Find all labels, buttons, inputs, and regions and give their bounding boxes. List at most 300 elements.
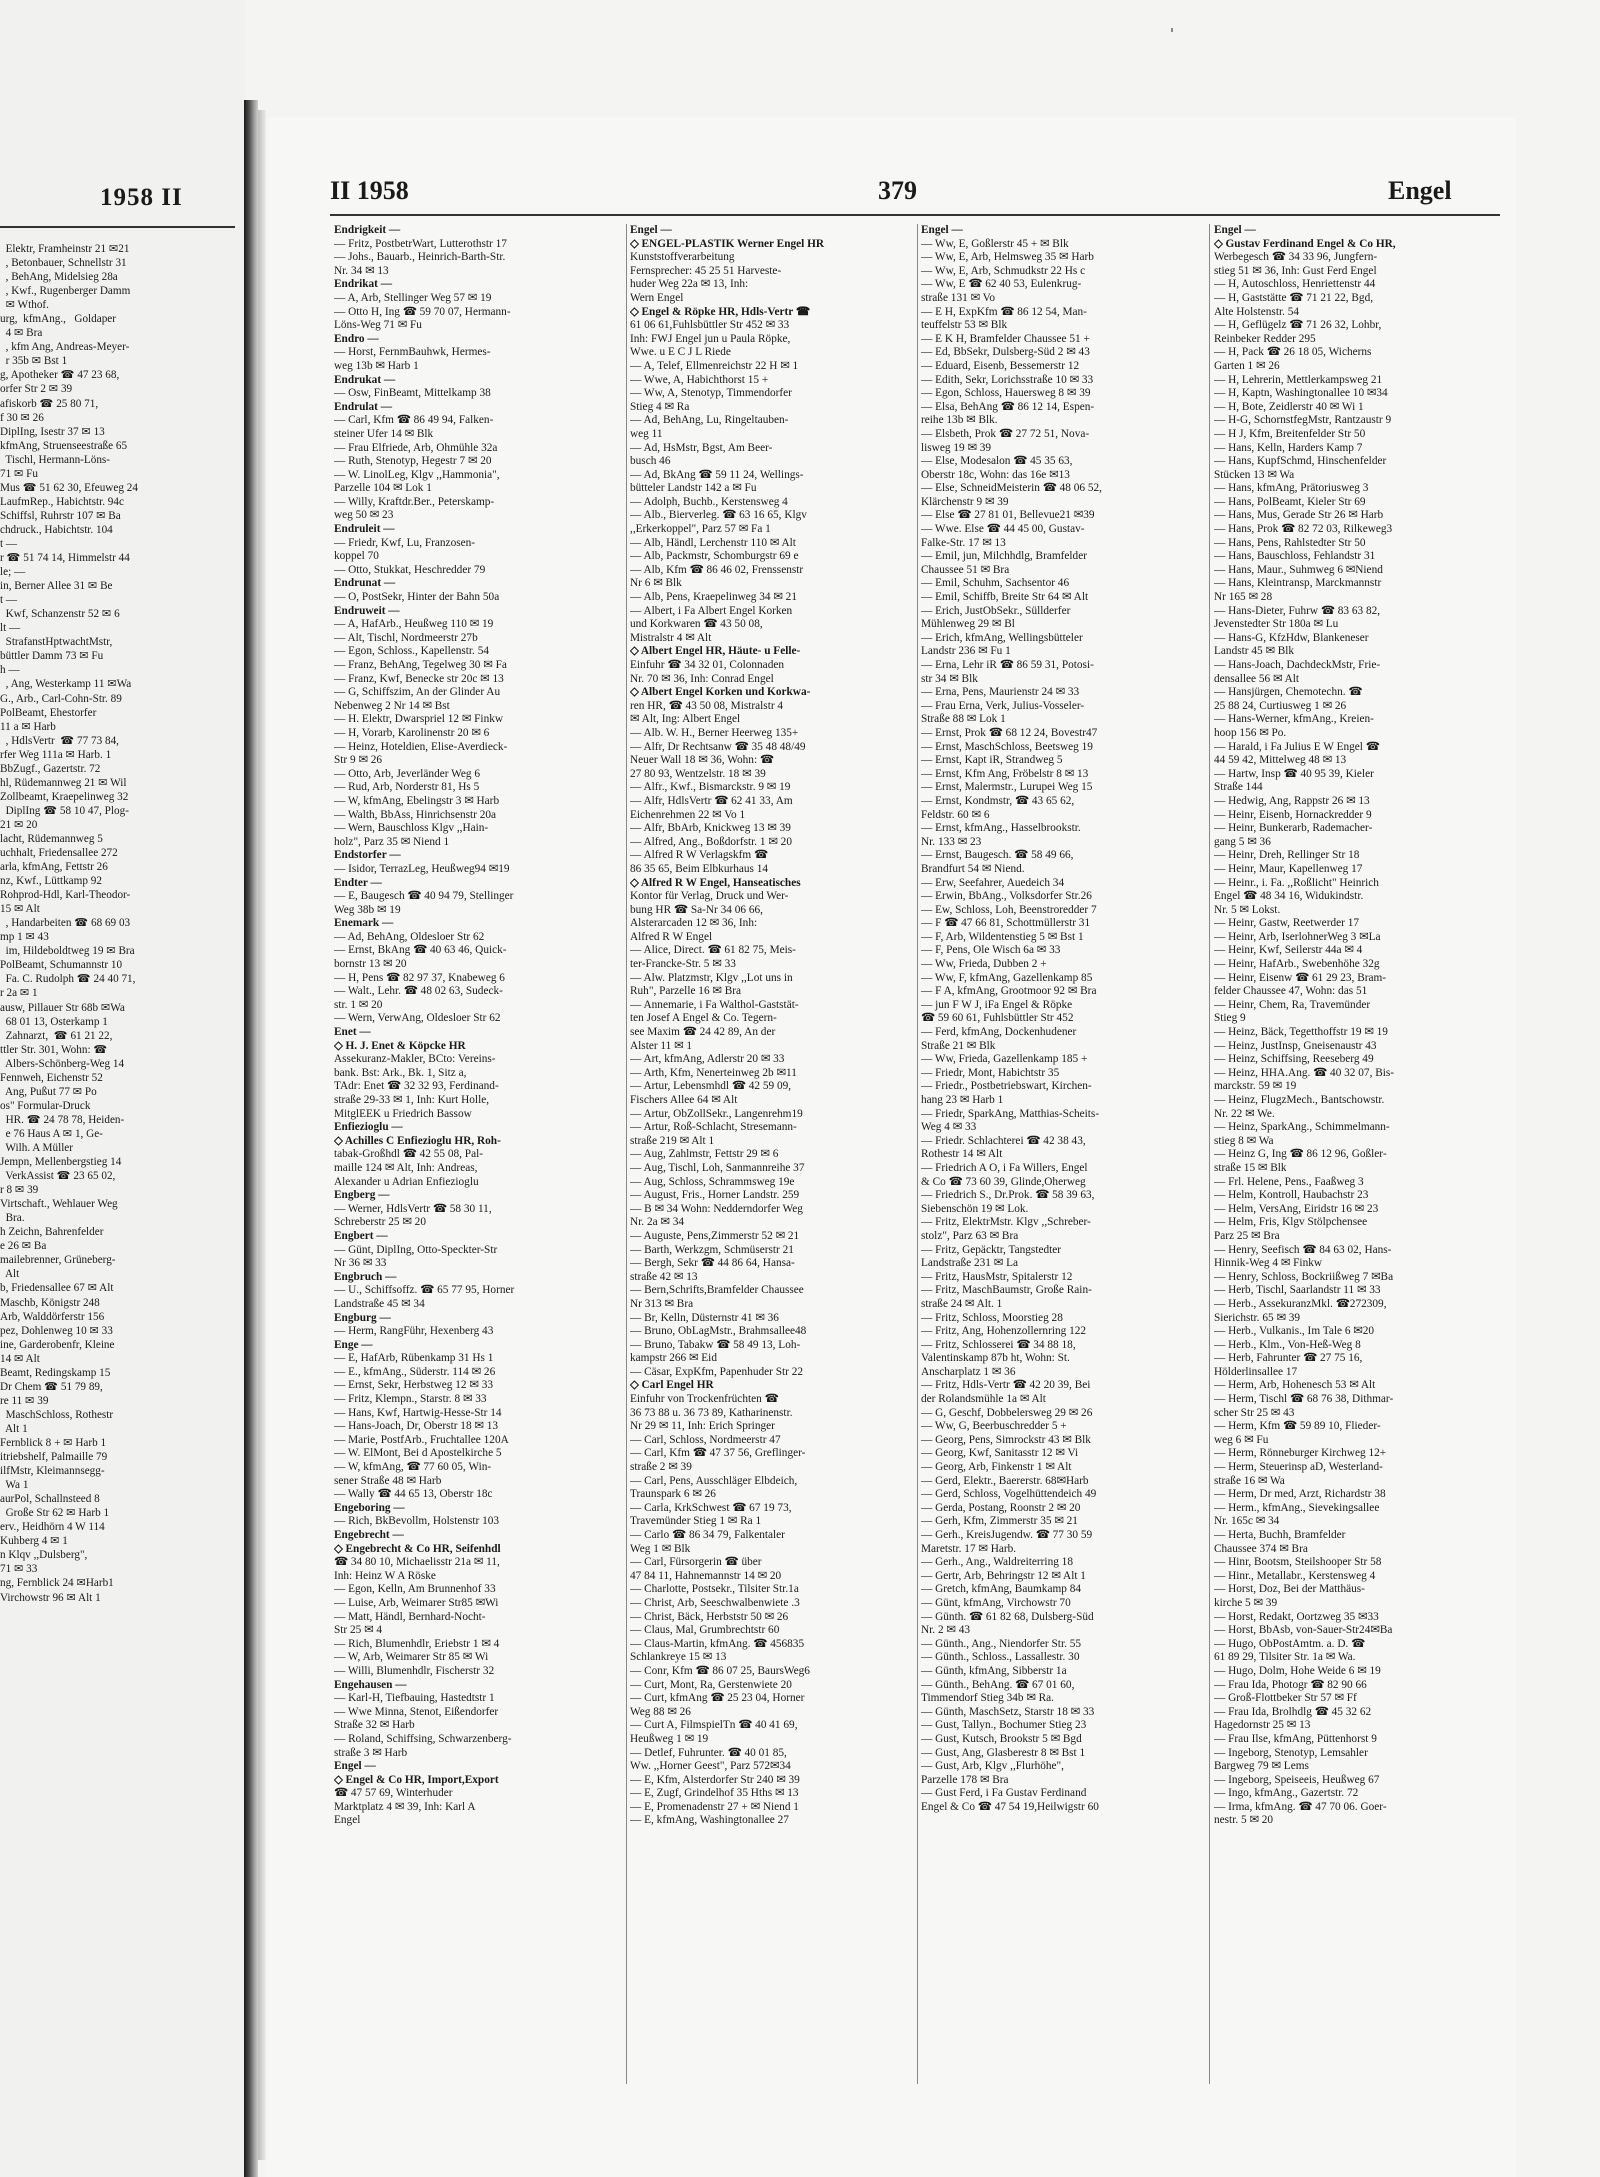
directory-entry: Werbegesch ☎ 34 33 96, Jungfern- xyxy=(1214,251,1378,264)
directory-entry: Stücken 13 ✉ Wa xyxy=(1214,468,1295,481)
directory-entry: — Heinr, Dreh, Rellinger Str 18 xyxy=(1214,849,1360,862)
directory-entry: — Friedr. Schlachterei ☎ 42 38 43, xyxy=(921,1134,1086,1147)
column-separator xyxy=(1209,224,1210,2084)
left-entry-line: Beamt, Redingskamp 15 xyxy=(0,1366,111,1379)
directory-entry: — H. Elektr, Dwarspriel 12 ✉ Finkw xyxy=(334,713,504,726)
directory-entry: Kunststoffverarbeitung xyxy=(630,251,735,264)
directory-entry: — Rich, BkBevollm, Holstenstr 103 xyxy=(334,1515,500,1528)
directory-entry: — Emil, Schuhm, Sachsentor 46 xyxy=(921,577,1070,590)
left-entry-line: h Zeichn, Bahrenfelder xyxy=(0,1226,104,1239)
left-entry-line: Jempn, Mellenbergstieg 14 xyxy=(0,1156,122,1169)
directory-entry: Schlankreye 15 ✉ 13 xyxy=(630,1651,727,1664)
directory-entry: Nr. 2 ✉ 43 xyxy=(921,1624,971,1637)
directory-entry: — Ed, BbSekr, Dulsberg-Süd 2 ✉ 43 xyxy=(921,346,1090,359)
directory-entry: ◇ Albert Engel HR, Häute- u Felle- xyxy=(630,645,801,658)
directory-entry: — Hugo, ObPostAmtm. a. D. ☎ xyxy=(1214,1637,1366,1650)
directory-entry: — Alfr, Dr Rechtsanw ☎ 35 48 48/49 xyxy=(630,740,806,753)
directory-entry: — Herb., AssekuranzMkl. ☎272309, xyxy=(1214,1297,1387,1310)
directory-entry: — E, Promenadenstr 27 + ✉ Niend 1 xyxy=(630,1800,799,1813)
left-entry-line: g, Apotheker ☎ 47 23 68, xyxy=(0,369,120,382)
directory-entry: Nr. 2a ✉ 34 xyxy=(630,1216,685,1229)
directory-entry: Weg 38b ✉ 19 xyxy=(334,903,401,916)
directory-entry: — Georg, Kwf, Sanitasstr 12 ✉ Vi xyxy=(921,1447,1079,1460)
left-entry-line: chdruck., Habichtstr. 104 xyxy=(0,523,113,536)
directory-entry: Travemünder Stieg 1 ✉ Ra 1 xyxy=(630,1515,762,1528)
directory-entry: — Franz, BehAng, Tegelweg 30 ✉ Fa xyxy=(334,659,507,671)
directory-entry: — E, Kfm, Alsterdorfer Str 240 ✉ 39 xyxy=(630,1773,800,1786)
directory-entry: Weg 4 ✉ 33 xyxy=(921,1121,977,1134)
directory-entry: Alsterarcaden 12 ✉ 36, Inh: xyxy=(630,917,758,930)
left-page-header: 1958 II xyxy=(100,184,183,211)
directory-entry: — Herm, RangFühr, Hexenberg 43 xyxy=(334,1325,494,1338)
directory-entry: — Günt, kfmAng, Virchowstr 70 xyxy=(921,1596,1071,1609)
left-entry-line: mp 1 ✉ 43 xyxy=(0,931,49,944)
directory-entry: — Hans-Dieter, Fuhrw ☎ 83 63 82, xyxy=(1214,604,1381,617)
directory-entry: ◇ ENGEL-PLASTIK Werner Engel HR xyxy=(630,237,825,250)
directory-entry: huder Weg 22a ✉ 13, Inh: xyxy=(630,278,749,291)
directory-entry: — Helm, Kontroll, Haubachstr 23 xyxy=(1214,1189,1369,1202)
directory-entry: Str 9 ✉ 26 xyxy=(334,754,383,767)
directory-entry: 25 88 24, Curtiusweg 1 ✉ 26 xyxy=(1214,699,1347,712)
directory-entry: Engel ☎ 48 34 16, Widukindstr. xyxy=(1214,890,1364,903)
directory-entry: ☎ 34 80 10, Michaelisstr 21a ✉ 11, xyxy=(334,1556,500,1569)
directory-entry: — Harald, i Fa Julius E W Engel ☎ xyxy=(1214,740,1380,753)
directory-entry: — Gust, Kutsch, Brookstr 5 ✉ Bgd xyxy=(921,1732,1082,1745)
directory-entry: Marktplatz 4 ✉ 39, Inh: Karl A xyxy=(334,1800,476,1813)
directory-entry: Feldstr. 60 ✉ 6 xyxy=(921,808,990,821)
directory-entry: — Henry, Seefisch ☎ 84 63 02, Hans- xyxy=(1214,1243,1392,1256)
directory-entry: hoop 156 ✉ Po. xyxy=(1214,726,1287,739)
directory-entry: — Friedr, SparkAng, Matthias-Scheits- xyxy=(921,1107,1100,1120)
directory-entry: ◇ Gustav Ferdinand Engel & Co HR, xyxy=(1214,237,1396,250)
surname-heading: Engel — xyxy=(921,224,963,236)
directory-entry: reihe 13b ✉ Blk. xyxy=(921,414,998,427)
directory-entry: — Herm, Kfm ☎ 59 89 10, Flieder- xyxy=(1214,1420,1381,1433)
directory-entry: — Gust Ferd, i Fa Gustav Ferdinand xyxy=(921,1787,1087,1800)
directory-entry: — Adolph, Buchb., Kerstensweg 4 xyxy=(630,495,788,508)
directory-entry: bütteler Landstr 142 a ✉ Fu xyxy=(630,482,757,495)
directory-entry: — H, Pack ☎ 26 18 05, Wicherns xyxy=(1214,346,1372,359)
directory-entry: Straße 144 xyxy=(1214,781,1263,794)
directory-column-4 xyxy=(1214,224,1499,2104)
directory-entry: Wern Engel xyxy=(630,291,684,304)
directory-entry: — Ww, E, Arb, Schmudkstr 22 Hs c xyxy=(921,264,1086,277)
directory-entry: Mistralstr 4 ✉ Alt xyxy=(630,631,712,644)
directory-entry: Timmendorf Stieg 34b ✉ Ra. xyxy=(921,1692,1055,1705)
directory-entry: — Arth, Kfm, Nenerteinweg 2b ✉11 xyxy=(630,1066,797,1079)
directory-entry: — Herm, Rönneburger Kirchweg 12+ xyxy=(1214,1447,1387,1460)
directory-entry: — Gerd, Schloss, Vogelhüttendeich 49 xyxy=(921,1488,1097,1501)
directory-entry: Reinbeker Redder 295 xyxy=(1214,332,1316,345)
directory-entry: — Heinz, Bäck, Tegetthoffstr 19 ✉ 19 xyxy=(1214,1026,1388,1039)
directory-entry: — Hans, Kwf, Hartwig-Hesse-Str 14 xyxy=(334,1406,502,1419)
directory-entry: — Friedr., Postbetriebswart, Kirchen- xyxy=(921,1080,1092,1093)
directory-entry: Eichenrehmen 22 ✉ Vo 1 xyxy=(630,808,746,821)
directory-entry: — Gretch, kfmAng, Baumkamp 84 xyxy=(921,1583,1082,1596)
directory-entry: — Herm, Steuerinsp aD, Westerland- xyxy=(1214,1461,1383,1474)
directory-entry: Siebenschön 19 ✉ Lok. xyxy=(921,1202,1029,1215)
left-entry-line: MaschSchloss, Rothestr xyxy=(0,1408,114,1421)
directory-entry: — Heinr, Maur, Kapellenweg 17 xyxy=(1214,862,1363,875)
directory-entry: — Carlo ☎ 86 34 79, Falkentaler xyxy=(630,1529,785,1541)
directory-entry: — Artur, Roß-Schlacht, Stresemann- xyxy=(630,1121,797,1134)
directory-entry: — E, HafArb, Rübenkamp 31 Hs 1 xyxy=(334,1352,494,1365)
directory-entry: — Artur, Lebensmhdl ☎ 42 59 09, xyxy=(630,1080,792,1093)
directory-entry: — Alfr, HdlsVertr ☎ 62 41 33, Am xyxy=(630,794,793,807)
directory-entry: — Hinr., Metallabr., Kerstensweg 4 xyxy=(1214,1569,1376,1582)
directory-entry: — Hansjürgen, Chemotechn. ☎ xyxy=(1214,686,1363,699)
directory-entry: — Herb, Tischl, Saarlandstr 11 ✉ 33 xyxy=(1214,1284,1381,1297)
directory-entry: — Egon, Schloss., Kapellenstr. 54 xyxy=(334,645,490,658)
directory-column-1 xyxy=(334,224,619,2104)
directory-entry: see Maxim ☎ 24 42 89, An der xyxy=(630,1026,776,1039)
directory-entry: koppel 70 xyxy=(334,550,379,563)
directory-entry: Parz 25 ✉ Bra xyxy=(1214,1229,1280,1242)
directory-entry: — Günth, kfmAng, Sibberstr 1a xyxy=(921,1664,1067,1677)
left-entry-line: re 11 ✉ 39 xyxy=(0,1394,49,1407)
directory-entry: bung HR ☎ Sa-Nr 34 06 66, xyxy=(630,903,763,916)
page-number: 379 xyxy=(878,176,917,205)
directory-entry: — Hans, Prok ☎ 82 72 03, Rilkeweg3 xyxy=(1214,523,1393,536)
directory-entry: — Ferd, kfmAng, Dockenhudener xyxy=(921,1026,1077,1039)
column-separator xyxy=(917,224,918,2084)
directory-entry: Nr 165 ✉ 28 xyxy=(1214,591,1273,604)
left-entry-line: Maschb, Königstr 248 xyxy=(0,1296,100,1309)
directory-entry: — W. LinolLeg, Klgv ,,Hammonia", xyxy=(334,468,500,481)
directory-entry: — Gerh, Kfm, Zimmerstr 35 ✉ 21 xyxy=(921,1515,1078,1528)
directory-entry: densallee 56 ✉ Alt xyxy=(1214,672,1300,685)
directory-entry: — Günth. ☎ 61 82 68, Dulsberg-Süd xyxy=(921,1610,1094,1623)
directory-entry: kirche 5 ✉ 39 xyxy=(1214,1596,1278,1609)
directory-entry: 61 06 61,Fuhlsbüttler Str 452 ✉ 33 xyxy=(630,319,790,332)
directory-entry: — Aug, Schloss, Schrammsweg 19e xyxy=(630,1175,795,1188)
directory-entry: Stieg 4 ✉ Ra xyxy=(630,400,690,413)
directory-entry: — Hans-Werner, kfmAng., Kreien- xyxy=(1214,713,1374,726)
directory-entry: — Claus-Martin, kfmAng. ☎ 456835 xyxy=(630,1637,805,1650)
left-entry-line: t — xyxy=(0,594,18,607)
directory-entry: — A, HafArb., Heußweg 110 ✉ 19 xyxy=(334,618,494,631)
directory-entry: — Edith, Sekr, Lorichsstraße 10 ✉ 33 xyxy=(921,373,1094,386)
directory-entry: — Friedr, Mont, Habichtstr 35 xyxy=(921,1066,1060,1079)
directory-entry: Anscharplatz 1 ✉ 36 xyxy=(921,1365,1016,1378)
directory-entry: — Wwe. Else ☎ 44 45 00, Gustav- xyxy=(921,523,1085,536)
left-entry-line: Albers-Schönberg-Weg 14 xyxy=(0,1057,125,1070)
left-entry-line: urg, kfmAng., Goldaper xyxy=(0,313,116,326)
directory-entry: — Fritz, Klempn., Starstr. 8 ✉ 33 xyxy=(334,1393,487,1406)
directory-entry: — Else, SchneidMeisterin ☎ 48 06 52, xyxy=(921,482,1102,495)
directory-entry: — Christ, Bäck, Herbststr 50 ✉ 26 xyxy=(630,1610,789,1623)
directory-entry: Klärchenstr 9 ✉ 39 xyxy=(921,495,1009,508)
directory-entry: — Carl, Fürsorgerin ☎ über xyxy=(630,1556,762,1569)
directory-entry: ten Josef A Engel & Co. Tegern- xyxy=(630,1012,777,1025)
directory-entry: ◇ Engel & Röpke HR, Hdls-Vertr ☎ xyxy=(630,305,810,318)
left-entry-line: , kfm Ang, Andreas-Meyer- xyxy=(0,341,130,354)
directory-entry: — Egon, Kelln, Am Brunnenhof 33 xyxy=(334,1583,496,1596)
directory-entry: — Claus, Mal, Grumbrechtstr 60 xyxy=(630,1624,780,1637)
surname-heading: Endrigkeit — xyxy=(334,224,401,236)
directory-entry: Alfred R W Engel xyxy=(630,930,713,943)
directory-entry: — Fritz, Hdls-Vertr ☎ 42 20 39, Bei xyxy=(921,1379,1091,1392)
left-entry-line: Große Str 62 ✉ Harb 1 xyxy=(0,1507,110,1520)
left-entry-line: kfmAng, Struenseestraße 65 xyxy=(0,439,128,452)
directory-entry: Landstraße 231 ✉ La xyxy=(921,1257,1018,1270)
directory-entry: — Aug, Tischl, Loh, Sanmannreihe 37 xyxy=(630,1161,805,1174)
directory-entry: — Heinr, Eisenb, Hornackredder 9 xyxy=(1214,808,1372,821)
directory-entry: weg 11 xyxy=(630,427,663,440)
directory-entry: — Isidor, TerrazLeg, Heußweg94 ✉19 xyxy=(334,862,510,875)
directory-entry: — Heinr, Bunkerarb, Rademacher- xyxy=(1214,822,1373,835)
left-entry-line: 14 ✉ Alt xyxy=(0,1352,40,1365)
directory-column-2 xyxy=(630,224,915,2104)
directory-entry: Sierichstr. 65 ✉ 39 xyxy=(1214,1311,1301,1324)
directory-entry: — Otto, Arb, Jeverländer Weg 6 xyxy=(334,767,481,780)
directory-entry: — E., kfmAng., Süderstr. 114 ✉ 26 xyxy=(334,1365,496,1378)
directory-entry: Weg 1 ✉ Blk xyxy=(630,1542,691,1555)
surname-heading: Engel — xyxy=(1214,224,1256,236)
directory-entry: — Hans-G, KfzHdw, Blankeneser xyxy=(1214,631,1369,644)
directory-entry: — Elsbeth, Prok ☎ 27 72 51, Nova- xyxy=(921,427,1090,440)
directory-entry: — O, PostSekr, Hinter der Bahn 50a xyxy=(334,591,500,604)
directory-entry: & Co ☎ 73 60 39, Glinde,Oherweg xyxy=(921,1175,1086,1188)
left-entry-line: Kuhberg 4 ✉ 1 xyxy=(0,1535,68,1548)
left-entry-line: Bra. xyxy=(0,1212,25,1225)
directory-entry: Maretstr. 17 ✉ Harb. xyxy=(921,1542,1017,1555)
surname-heading: Endstorfer — xyxy=(334,849,401,862)
left-entry-line: büttler Damm 73 ✉ Fu xyxy=(0,650,104,663)
left-entry-line: uchhalt, Friedensallee 272 xyxy=(0,847,118,860)
directory-entry: Nr. 34 ✉ 13 xyxy=(334,264,389,277)
directory-entry: marckstr. 59 ✉ 19 xyxy=(1214,1080,1297,1093)
directory-entry: — Heinr., i. Fa. ,,Roßlicht" Heinrich xyxy=(1214,876,1379,889)
left-entry-line: BbZugf., Gazertstr. 72 xyxy=(0,762,101,775)
left-entry-line: nz, Kwf., Lüttkamp 92 xyxy=(0,875,102,888)
directory-entry: — Emil, jun, Milchhdlg, Bramfelder xyxy=(921,550,1087,563)
directory-entry: — H, Lehrerin, Mettlerkampsweg 21 xyxy=(1214,373,1383,386)
directory-entry: — Alb, Packmstr, Schomburgstr 69 e xyxy=(630,550,799,563)
directory-entry: — Rich, Blumenhdlr, Eriebstr 1 ✉ 4 xyxy=(334,1637,500,1650)
directory-entry: — Ernst, Prok ☎ 68 12 24, Bovestr47 xyxy=(921,726,1098,739)
directory-entry: — U., Schiffsoffz. ☎ 65 77 95, Horner xyxy=(334,1284,515,1297)
directory-entry: Nr 313 ✉ Bra xyxy=(630,1297,694,1310)
left-entry-line: StrafanstHptwachtMstr, xyxy=(0,636,113,649)
directory-entry: straße 15 ✉ Blk xyxy=(1214,1161,1287,1174)
directory-entry: — Herb., Vulkanis., Im Tale 6 ✉20 xyxy=(1214,1325,1375,1338)
left-entry-line: mailebrenner, Grüneberg- xyxy=(0,1254,116,1267)
directory-entry: — A, Arb, Stellinger Weg 57 ✉ 19 xyxy=(334,291,492,304)
directory-entry: — Else, Modesalon ☎ 45 35 63, xyxy=(921,455,1073,468)
directory-entry: Nr 6 ✉ Blk xyxy=(630,577,682,590)
directory-entry: — Marie, PostfArb., Fruchtallee 120A xyxy=(334,1433,509,1446)
left-entry-line: Tischl, Hermann-Löns- xyxy=(0,453,111,466)
directory-entry: — F, Arb, Wildentenstieg 5 ✉ Bst 1 xyxy=(921,930,1084,943)
directory-entry: — Albert, i Fa Albert Engel Korken xyxy=(630,604,793,617)
left-entry-line: 68 01 13, Osterkamp 1 xyxy=(0,1015,108,1028)
left-entry-line: PolBeamt, Ehestorfer xyxy=(0,706,97,719)
left-entry-line: 71 ✉ Fu xyxy=(0,467,38,480)
directory-entry: — Georg, Pens, Simrockstr 43 ✉ Blk xyxy=(921,1433,1091,1446)
directory-entry: scher Str 25 ✉ 43 xyxy=(1214,1406,1295,1419)
directory-entry: gang 5 ✉ 36 xyxy=(1214,835,1271,848)
directory-entry: — Alb, Händl, Lerchenstr 110 ✉ Alt xyxy=(630,536,796,549)
directory-entry: Brandfurt 54 ✉ Niend. xyxy=(921,862,1025,875)
directory-entry: Weg 88 ✉ 26 xyxy=(630,1705,691,1718)
directory-entry: — Fritz, HausMstr, Spitalerstr 12 xyxy=(921,1270,1073,1283)
directory-entry: Heußweg 1 ✉ 19 xyxy=(630,1732,709,1745)
directory-entry: straße 2 ✉ 39 xyxy=(630,1461,692,1474)
directory-entry: Valentinskamp 87b ht, Wohn: St. xyxy=(921,1352,1070,1365)
directory-entry: — Gerh., KreisJugendw. ☎ 77 30 59 xyxy=(921,1529,1093,1541)
surname-heading: Engehausen — xyxy=(334,1678,407,1691)
directory-entry: ◇ Engel & Co HR, Import,Export xyxy=(334,1773,499,1786)
left-entry-line: ausw, Pillauer Str 68b ✉Wa xyxy=(0,1001,125,1014)
directory-entry: 44 59 42, Mittelweg 48 ✉ 13 xyxy=(1214,754,1347,767)
directory-entry: nestr. 5 ✉ 20 xyxy=(1214,1814,1274,1827)
directory-entry: straße 24 ✉ Alt. 1 xyxy=(921,1297,1003,1310)
directory-entry: — H, Gaststätte ☎ 71 21 22, Bgd, xyxy=(1214,291,1374,304)
directory-entry: — Ruth, Stenotyp, Hegestr 7 ✉ 20 xyxy=(334,455,492,468)
surname-heading: Endrunat — xyxy=(334,577,396,590)
directory-entry: — Ernst, Kapt iR, Strandweg 5 xyxy=(921,754,1063,767)
directory-entry: Wwe. u E C J L Riede xyxy=(630,346,731,359)
directory-entry: — Ad, BkAng ☎ 59 11 24, Wellings- xyxy=(630,468,804,481)
directory-entry: Straße 21 ✉ Blk xyxy=(921,1039,996,1052)
directory-entry: — Osw, FinBeamt, Mittelkamp 38 xyxy=(334,387,491,400)
directory-entry: — Erwin, BbAng., Volksdorfer Str.26 xyxy=(921,890,1092,903)
directory-entry: — Johs., Bauarb., Heinrich-Barth-Str. xyxy=(334,251,506,264)
directory-entry: — Horst, Redakt, Oortzweg 35 ✉33 xyxy=(1214,1610,1379,1623)
directory-entry: und Korkwaren ☎ 43 50 08, xyxy=(630,618,763,631)
directory-entry: — Annemarie, i Fa Walthol-Gaststät- xyxy=(630,998,799,1011)
directory-entry: — Fritz, Gepäcktr, Tangstedter xyxy=(921,1243,1062,1256)
directory-entry: busch 46 xyxy=(630,455,671,468)
left-entry-line: im, Hildeboldtweg 19 ✉ Bra xyxy=(0,945,135,958)
directory-entry: ☎ 47 57 69, Winterhuder xyxy=(334,1787,453,1800)
directory-entry: — Herm., kfmAng., Sievekingsallee xyxy=(1214,1501,1380,1514)
directory-entry: — Barth, Werkzgm, Schmüserstr 21 xyxy=(630,1243,794,1256)
left-entry-line: f 30 ✉ 26 xyxy=(0,411,44,424)
surname-heading: Enge — xyxy=(334,1338,373,1351)
directory-entry: 36 73 88 u. 36 73 89, Katharinenstr. xyxy=(630,1406,793,1419)
directory-entry: — Ww, F, kfmAng, Gazellenkamp 85 xyxy=(921,971,1093,984)
left-entry-line: Ang, Pußut 77 ✉ Po xyxy=(0,1085,97,1098)
surname-heading: Engberg — xyxy=(334,1189,390,1202)
directory-entry: — Erna, Pens, Maurienstr 24 ✉ 33 xyxy=(921,686,1080,699)
page-gutter xyxy=(258,110,266,2160)
directory-entry: — Alb, Kfm ☎ 86 46 02, Frenssenstr xyxy=(630,563,804,576)
directory-entry: — Hans-Joach, Dr, Oberstr 18 ✉ 13 xyxy=(334,1420,498,1433)
directory-entry: Falke-Str. 17 ✉ 13 xyxy=(921,536,1006,549)
directory-entry: — Willi, Blumenhdlr, Fischerstr 32 xyxy=(334,1664,495,1677)
left-entry-line: PolBeamt, Schumannstr 10 xyxy=(0,959,123,972)
surname-heading: Endrikat — xyxy=(334,278,393,291)
directory-entry: — Erw, Seefahrer, Auedeich 34 xyxy=(921,876,1065,889)
left-entry-line: Virchowstr 96 ✉ Alt 1 xyxy=(0,1591,101,1604)
directory-entry: — Frau Erna, Verk, Julius-Vosseler- xyxy=(921,699,1085,712)
directory-entry: — Wern, Bauschloss Klgv ,,Hain- xyxy=(334,822,489,835)
directory-entry: straße 131 ✉ Vo xyxy=(921,291,996,304)
directory-entry: — Bruno, ObLagMstr., Brahmsallee48 xyxy=(630,1325,807,1338)
directory-entry: Str 25 ✉ 4 xyxy=(334,1624,383,1637)
directory-entry: — Hans, Pens, Rahlstedter Str 50 xyxy=(1214,536,1366,549)
directory-entry: Fischers Allee 64 ✉ Alt xyxy=(630,1094,738,1106)
directory-entry: — Wally ☎ 44 65 13, Oberstr 18c xyxy=(334,1488,493,1501)
directory-entry: — E, Baugesch ☎ 40 94 79, Stellinger xyxy=(334,890,514,903)
directory-entry: — Else ☎ 27 81 01, Bellevue21 ✉39 xyxy=(921,509,1095,522)
left-entry-line: 11 a ✉ Harb xyxy=(0,720,56,733)
surname-heading: Endruleit — xyxy=(334,523,395,536)
left-entry-line: Zahnarzt, ☎ 61 21 22, xyxy=(0,1029,113,1042)
directory-entry: Straße 32 ✉ Harb xyxy=(334,1719,415,1732)
directory-entry: Jevenstedter Str 180a ✉ Lu xyxy=(1214,618,1339,631)
right-header-rule xyxy=(330,214,1500,216)
directory-entry: — Ernst, Kondmstr, ☎ 43 65 62, xyxy=(921,794,1075,807)
directory-entry: — Irma, kfmAng. ☎ 47 70 06. Goer- xyxy=(1214,1800,1387,1813)
left-entry-line: b, Friedensallee 67 ✉ Alt xyxy=(0,1282,114,1295)
left-entry-line: rfer Weg 111a ✉ Harb. 1 xyxy=(0,748,112,761)
surname-heading: Endter — xyxy=(334,876,382,889)
left-entry-line: Dr Chem ☎ 51 79 89, xyxy=(0,1380,103,1393)
directory-entry: — Ww, E ☎ 62 40 53, Eulenkrug- xyxy=(921,278,1082,291)
left-entry-line: ng, Fernblick 24 ✉Harb1 xyxy=(0,1577,114,1590)
directory-entry: — Groß-Flottbeker Str 57 ✉ Ff xyxy=(1214,1692,1357,1705)
directory-entry: — H-G, SchornstfegMstr, Rantzaustr 9 xyxy=(1214,414,1392,427)
book-spine xyxy=(244,100,258,2177)
directory-entry: kampstr 266 ✉ Eid xyxy=(630,1352,717,1365)
directory-entry: Hinnik-Weg 4 ✉ Finkw xyxy=(1214,1257,1323,1270)
directory-entry: — G, Schiffszim, An der Glinder Au xyxy=(334,686,501,699)
directory-entry: weg 13b ✉ Harb 1 xyxy=(334,359,419,372)
right-page-header-left: II 1958 xyxy=(330,176,409,205)
directory-entry: — Hans, Mus, Gerade Str 26 ✉ Harb xyxy=(1214,509,1384,522)
directory-entry: — Frau Ilse, kfmAng, Püttenhorst 9 xyxy=(1214,1732,1377,1745)
directory-entry: Parzelle 104 ✉ Lok 1 xyxy=(334,482,432,495)
directory-entry: — Georg, Arb, Finkenstr 1 ✉ Alt xyxy=(921,1461,1072,1474)
directory-entry: Nr 36 ✉ 33 xyxy=(334,1257,387,1270)
directory-entry: — Wern, VerwAng, Oldesloer Str 62 xyxy=(334,1012,501,1025)
directory-entry: — Bruno, Tabakw ☎ 58 49 13, Loh- xyxy=(630,1338,801,1351)
directory-entry: teuffelstr 53 ✉ Blk xyxy=(921,319,1008,332)
directory-column-3 xyxy=(921,224,1206,2104)
directory-entry: — Karl-H, Tiefbauing, Hastedtstr 1 xyxy=(334,1692,495,1705)
directory-entry: tabak-Großhdl ☎ 42 55 08, Pal- xyxy=(334,1148,483,1161)
left-entry-line: Elektr, Framheinstr 21 ✉21 xyxy=(0,243,130,255)
directory-entry: — Emil, Schiffb, Breite Str 64 ✉ Alt xyxy=(921,591,1089,604)
directory-entry: — Hans, KupfSchmd, Hinschenfelder xyxy=(1214,455,1387,468)
left-entry-line: Fennweh, Eichenstr 52 xyxy=(0,1071,103,1084)
directory-entry: holz", Parz 35 ✉ Niend 1 xyxy=(334,835,450,848)
surname-heading: Endrulat — xyxy=(334,400,393,413)
directory-entry: — Walth, BbAss, Hinrichsenstr 20a xyxy=(334,808,497,821)
directory-entry: — Heinz, Hoteldien, Elise-Averdieck- xyxy=(334,740,508,753)
directory-entry: — B ✉ 34 Wohn: Nedderndorfer Weg xyxy=(630,1202,803,1215)
directory-entry: — Hedwig, Ang, Rappstr 26 ✉ 13 xyxy=(1214,794,1370,807)
directory-entry: straße 29-33 ✉ 1, Inh: Kurt Holle, xyxy=(334,1094,490,1106)
directory-entry: — W. ElMont, Bei d Apostelkirche 5 xyxy=(334,1447,502,1460)
directory-entry: straße 219 ✉ Alt 1 xyxy=(630,1134,715,1147)
left-entry-line: le; — xyxy=(0,566,26,579)
left-entry-line: Virtschaft., Wehlauer Weg xyxy=(0,1198,118,1211)
directory-entry: — Friedrich S., Dr.Prok. ☎ 58 39 63, xyxy=(921,1189,1095,1202)
directory-entry: — A, Telef, Ellmenreichstr 22 H ✉ 1 xyxy=(630,359,799,372)
left-entry-line: 4 ✉ Bra xyxy=(0,327,43,340)
directory-entry: — Fritz, Schlosserei ☎ 34 88 18, xyxy=(921,1338,1076,1351)
directory-entry: — Eduard, Eisenb, Bessemerstr 12 xyxy=(921,359,1080,372)
directory-entry: bank. Bst: Ark., Bk. 1, Sitz a, xyxy=(334,1066,467,1079)
directory-entry: — W, kfmAng, Ebelingstr 3 ✉ Harb xyxy=(334,794,500,807)
directory-entry: Nr. 22 ✉ We. xyxy=(1214,1107,1275,1120)
directory-entry: — Helm, Fris, Klgv Stölpchensee xyxy=(1214,1216,1368,1229)
left-entry-line: ✉ Wthof. xyxy=(0,299,49,312)
